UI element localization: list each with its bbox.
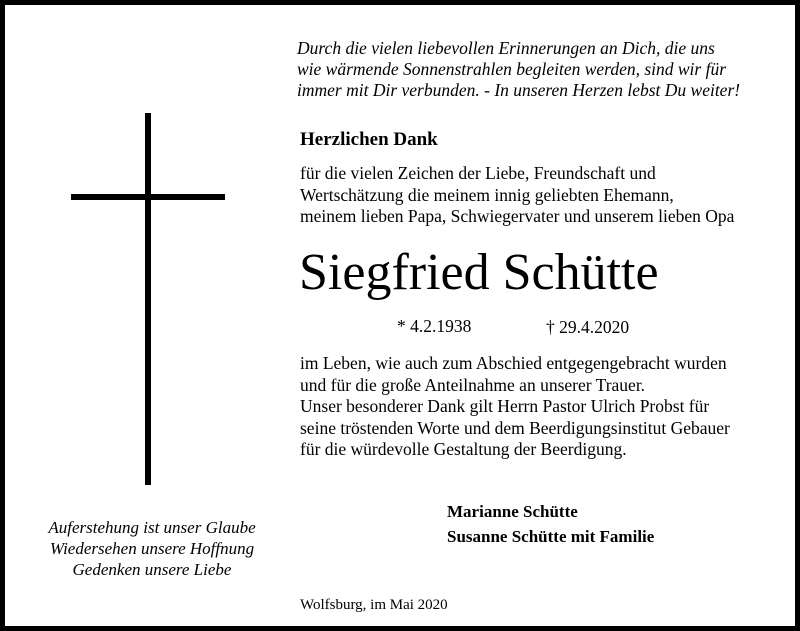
intro-line: für die vielen Zeichen der Liebe, Freundschaft und <box>300 163 656 183</box>
quote-line: Durch die vielen liebevollen Erinnerungen an Dich, die uns <box>297 38 715 58</box>
cross-horizontal-bar <box>71 194 225 200</box>
motto-line: Auferstehung ist unser Glaube <box>48 518 256 537</box>
memorial-quote <box>297 38 767 101</box>
death-date: † 29.4.2020 <box>546 317 630 337</box>
body-line: seine tröstenden Worte und dem Beerdigungsinstitut Gebauer <box>300 417 730 438</box>
body-line: für die würdevolle Gestaltung der Beerdigung. <box>300 439 627 459</box>
motto-line: Wiedersehen unsere Hoffnung <box>49 539 255 558</box>
body-line: und für die große Anteilnahme an unserer Trauer. <box>300 374 646 395</box>
signer-name: Marianne Schütte <box>447 502 578 521</box>
deceased-name: Siegfried Schütte <box>299 244 659 301</box>
intro-line: Wertschätzung die meinem innig geliebten Ehemann, <box>300 184 674 205</box>
cross-vertical-bar <box>145 113 151 485</box>
body-line: im Leben, wie auch zum Abschied entgegengebracht wurden <box>300 353 727 373</box>
birth-date: * 4.2.1938 <box>397 316 472 336</box>
quote-line: wie wärmende Sonnenstrahlen begleiten werden, sind wir für <box>297 59 727 79</box>
faith-motto <box>25 517 279 580</box>
thanks-heading: Herzlichen Dank <box>300 129 438 150</box>
intro-line: meinem lieben Papa, Schwiegervater und unserem lieben Opa <box>300 206 735 226</box>
motto-line: Gedenken unsere Liebe <box>72 560 232 579</box>
quote-line: immer mit Dir verbunden. - In unseren Herzen lebst Du weiter! <box>297 80 741 100</box>
body-line: Unser besonderer Dank gilt Herrn Pastor Ulrich Probst für <box>300 396 710 416</box>
thanks-body <box>300 353 730 461</box>
place-date: Wolfsburg, im Mai 2020 <box>300 597 448 613</box>
thanks-intro <box>300 163 734 228</box>
signer-name: Susanne Schütte mit Familie <box>447 527 655 546</box>
